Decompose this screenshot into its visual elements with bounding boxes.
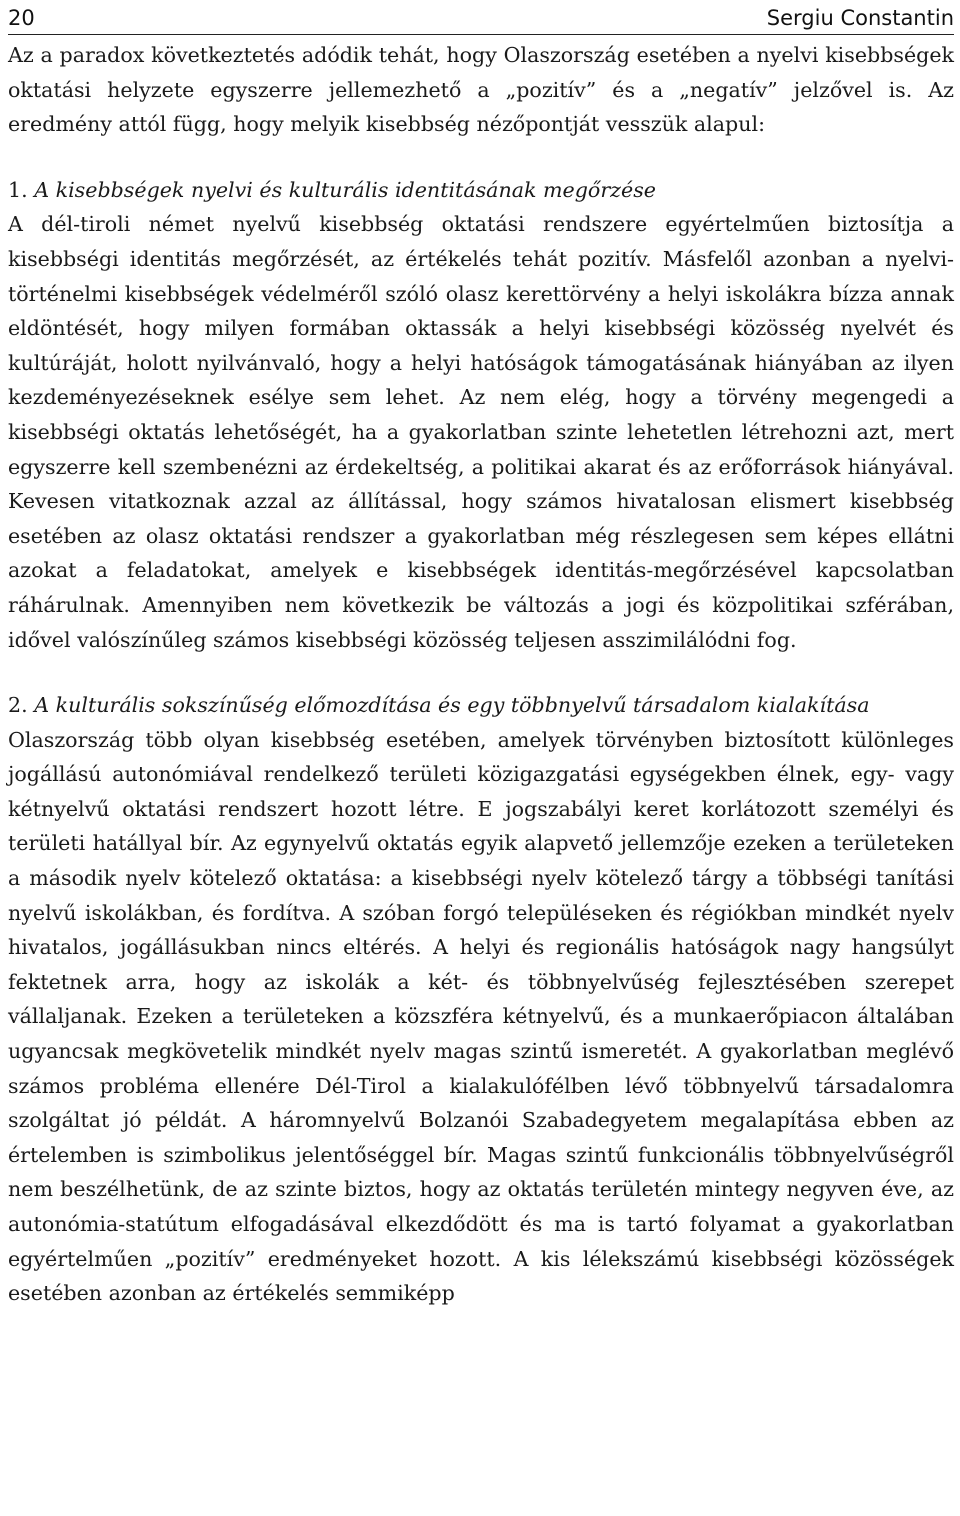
section-title: A kisebbségek nyelvi és kulturális identitásának megőrzése [34,177,656,202]
running-head-author: Sergiu Constantin [766,6,954,30]
spacer [8,657,954,688]
running-header [8,0,954,35]
section-heading [8,688,954,723]
page-number: 20 [8,6,35,30]
intro-paragraph: Az a paradox következtetés adódik tehát, hogy Olaszország esetében a nyelvi kisebbségek oktatási helyzete egyszerre jellemezhető a „pozitív” és a „negatív” jelzővel is. Az eredmény attól függ, hogy melyik kisebbség nézőpontját vesszük alapul: [8,43,954,137]
section-body: Olaszország több olyan kisebbség esetében, amelyek törvényben biztosított különleges jogállású autonómiával rendelkező területi közigazgatási egységekben élnek, egy- vagy kétnyelvű oktatási rendszert hozott létre. E jogszabályi keret korlátozott személyi és területi hatállyal bír. Az egynyelvű oktatás egyik alapvető jellemzője ezeken a területeken a második nyelv kötelező oktatása: a kisebbségi nyelv kötelező tárgy a többségi tanítási nyelvű iskolákban, és fordítva. A szóban forgó településeken és régiókban mindkét nyelv hivatalos, jogállásukban nincs eltérés. A helyi és regionális hatóságok nagy hangsúlyt fektetnek arra, hogy az iskolák a két- és többnyelvűség fejlesztésében szerepet vállaljanak. Ezeken a területeken a közszféra kétnyelvű, és a munkaerőpiacon általában ugyancsak megkövetelik mindkét nyelv magas szintű ismeretét. A gyakorlatban meglévő számos probléma ellenére Dél-Tirol a kialakulófélben lévő többnyelvű társadalomra szolgáltat jó példát. A háromnyelvű Bolzanói Szabadegyetem megalapítása ebben az értelemben is szimbolikus jelentőséggel bír. Magas szintű funkcionális többnyelvűségről nem beszélhetünk, de az szinte biztos, hogy az oktatás területén mintegy negyven éve, az autonómia-statútum elfogadásával elkezdődött és ma is tartó folyamat a gyakorlatban egyértelműen „pozitív” eredményeket hozott. A kis lélekszámú kisebbségi közösségek esetében azonban az értékelés semmiképp [8,727,954,1306]
section-body: A dél-tiroli német nyelvű kisebbség oktatási rendszere egyértelműen biztosítja a kisebbségi identitás megőrzését, az értékelés tehát pozitív. Másfelől azonban a nyelvi-történelmi kisebbségek védelméről szóló olasz kerettörvény a helyi iskolákra bízza annak eldöntését, hogy milyen formában oktassák a helyi kisebbségi közösség nyelvét és kultúráját, holott nyilvánvaló, hogy a helyi hatóságok támogatásának hiányában az ilyen kezdeményezéseknek esélye sem lehet. Az nem elég, hogy a törvény megengedi a kisebbségi oktatás lehetőségét, ha a gyakorlatban szinte lehetetlen létrehozni azt, mert egyszerre kell szembenézni az érdekeltség, a politikai akarat és az erőforrások hiányával. Kevesen vitatkoznak azzal az állítással, hogy számos hivatalosan elismert kisebbség esetében az olasz oktatási rendszer a gyakorlatban még részlegesen sem képes ellátni azokat a feladatokat, amelyek e kisebbségek identitás-megőrzésével kapcsolatban ráhárulnak. Amennyiben nem következik be változás a jogi és közpolitikai szférában, idővel valószínűleg számos kisebbségi közösség teljesen asszimilálódni fog. [8,212,954,652]
section-title: A kulturális sokszínűség előmozdítása és egy többnyelvű társadalom kialakítása [34,693,870,718]
spacer [8,142,954,173]
section-number: 2. [8,693,28,718]
section-2 [8,688,954,1311]
section-number: 1. [8,177,28,202]
section-1 [8,173,954,657]
section-heading [8,173,954,208]
page-body [8,38,954,1311]
